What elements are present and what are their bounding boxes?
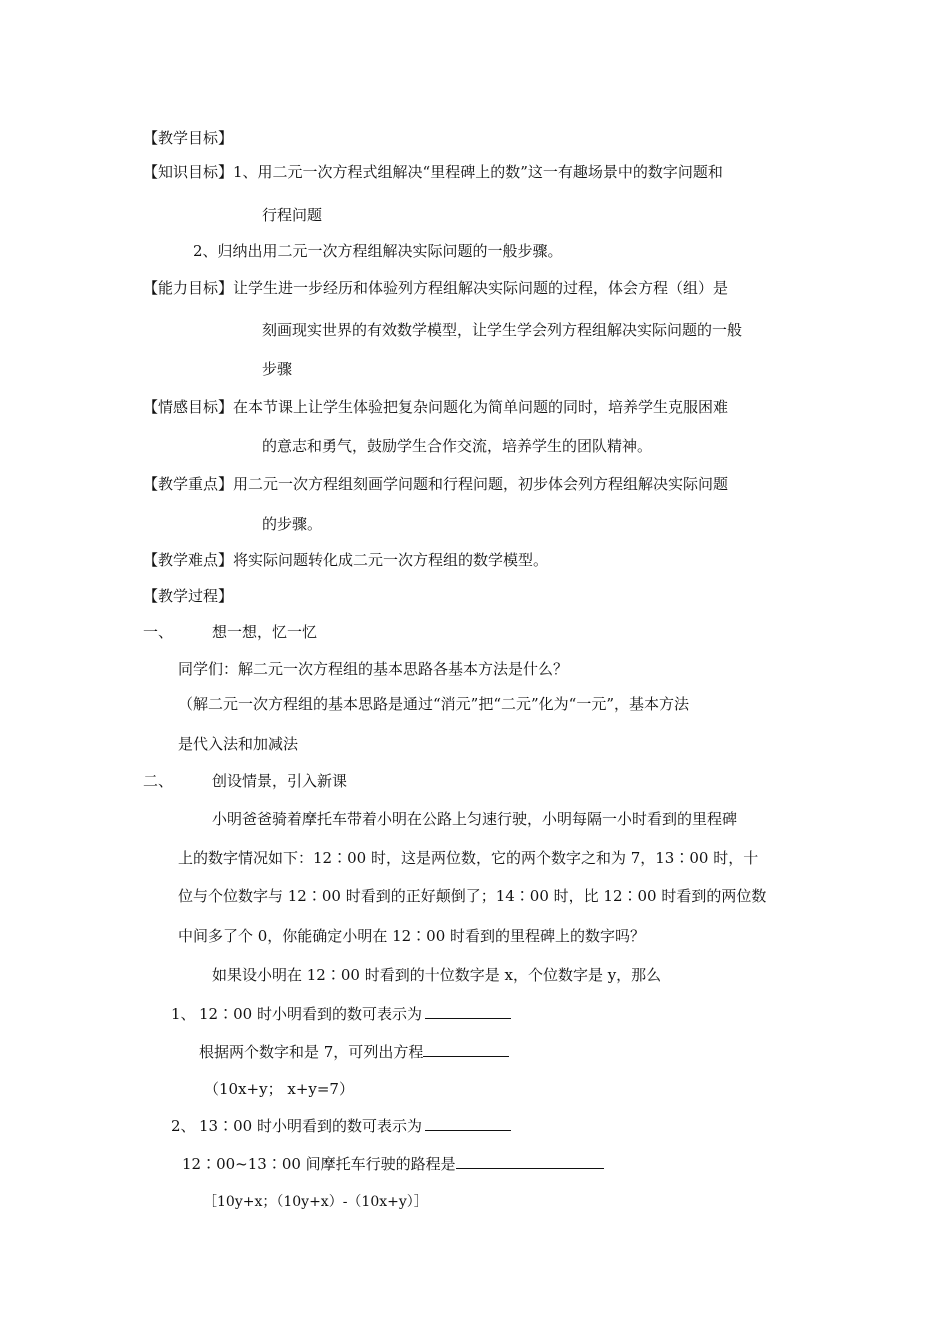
part1-number: 一、 xyxy=(143,623,174,641)
emotion-objective-line1 xyxy=(143,397,728,417)
ability-objective-tag: 【能力目标】 xyxy=(143,279,234,297)
ability-objective-line3: 步骤 xyxy=(262,360,293,378)
answer2-line: ［10y+x；（10y+x）-（10x+y）］ xyxy=(203,1194,428,1210)
difficulty-line1 xyxy=(143,550,548,570)
part1-answer-line1: （解二元一次方程组的基本思路是通过“消元”把“二元”化为“一元”，基本方法 xyxy=(178,695,690,713)
question2b-line xyxy=(182,1154,604,1174)
question1-number: 1、 xyxy=(171,1005,196,1023)
section-header-process: 【教学过程】 xyxy=(143,587,234,605)
part1-question: 同学们：解二元一次方程组的基本思路各基本方法是什么？ xyxy=(178,660,569,678)
emotion-objective-line2: 的意志和勇气，鼓励学生合作交流，培养学生的团队精神。 xyxy=(262,437,653,455)
difficulty-text1: 将实际问题转化成二元一次方程组的数学模型。 xyxy=(233,551,549,569)
answer-blank[interactable] xyxy=(423,1042,509,1057)
answer-blank[interactable] xyxy=(456,1154,604,1169)
part1-title: 想一想，忆一忆 xyxy=(212,623,318,641)
ability-objective-line2: 刻画现实世界的有效数学模型，让学生学会列方程组解决实际问题的一般 xyxy=(262,321,743,339)
key-point-text1: 用二元一次方程组刻画学问题和行程问题，初步体会列方程组解决实际问题 xyxy=(233,475,729,493)
part2-title: 创设情景，引入新课 xyxy=(212,772,348,790)
question2-line xyxy=(199,1116,511,1136)
part2-number: 二、 xyxy=(143,772,174,790)
question1-line xyxy=(199,1004,511,1024)
question2-number: 2、 xyxy=(171,1117,196,1135)
knowledge-objective-line3: 2、归纳出用二元一次方程组解决实际问题的一般步骤。 xyxy=(193,242,563,260)
answer1-line: （10x+y； x+y=7） xyxy=(204,1080,354,1098)
question1-text: 12∶00 时小明看到的数可表示为 xyxy=(199,1005,422,1023)
question1b-line xyxy=(199,1042,509,1062)
answer-blank[interactable] xyxy=(425,1116,511,1131)
key-point-line2: 的步骤。 xyxy=(262,515,323,533)
question2-text: 13∶00 时小明看到的数可表示为 xyxy=(199,1117,422,1135)
knowledge-objective-line2: 行程问题 xyxy=(262,206,323,224)
emotion-objective-tag: 【情感目标】 xyxy=(143,398,234,416)
ability-objective-text1: 让学生进一步经历和体验列方程组解决实际问题的过程，体会方程（组）是 xyxy=(233,279,729,297)
question2b-text: 12∶00~13∶00 间摩托车行驶的路程是 xyxy=(182,1155,456,1173)
story-line4: 中间多了个 0，你能确定小明在 12∶00 时看到的里程碑上的数字吗？ xyxy=(178,927,646,945)
answer-blank[interactable] xyxy=(425,1004,511,1019)
ability-objective-line1 xyxy=(143,278,728,298)
knowledge-objective-tag: 【知识目标】 xyxy=(143,163,234,181)
part1-answer-line2: 是代入法和加减法 xyxy=(178,735,299,753)
key-point-line1 xyxy=(143,474,728,494)
difficulty-tag: 【教学难点】 xyxy=(143,551,234,569)
knowledge-objective-text1: 1、用二元一次方程式组解决“里程碑上的数”这一有趣场景中的数字问题和 xyxy=(233,163,723,181)
story-line2: 上的数字情况如下：12∶00 时，这是两位数，它的两个数字之和为 7，13∶00 时，十 xyxy=(178,849,759,867)
story-line3: 位与个位数字与 12∶00 时看到的正好颠倒了；14∶00 时，比 12∶00 时看到的两位数 xyxy=(178,887,767,905)
story-line1: 小明爸爸骑着摩托车带着小明在公路上匀速行驶，小明每隔一小时看到的里程碑 xyxy=(212,810,738,828)
emotion-objective-text1: 在本节课上让学生体验把复杂问题化为简单问题的同时，培养学生克服困难 xyxy=(233,398,729,416)
key-point-tag: 【教学重点】 xyxy=(143,475,234,493)
section-header-objectives: 【教学目标】 xyxy=(143,129,234,147)
question1b-text: 根据两个数字和是 7，可列出方程 xyxy=(199,1043,424,1061)
knowledge-objective-line1 xyxy=(143,162,723,182)
setup-line: 如果设小明在 12∶00 时看到的十位数字是 x，个位数字是 y，那么 xyxy=(212,966,662,984)
